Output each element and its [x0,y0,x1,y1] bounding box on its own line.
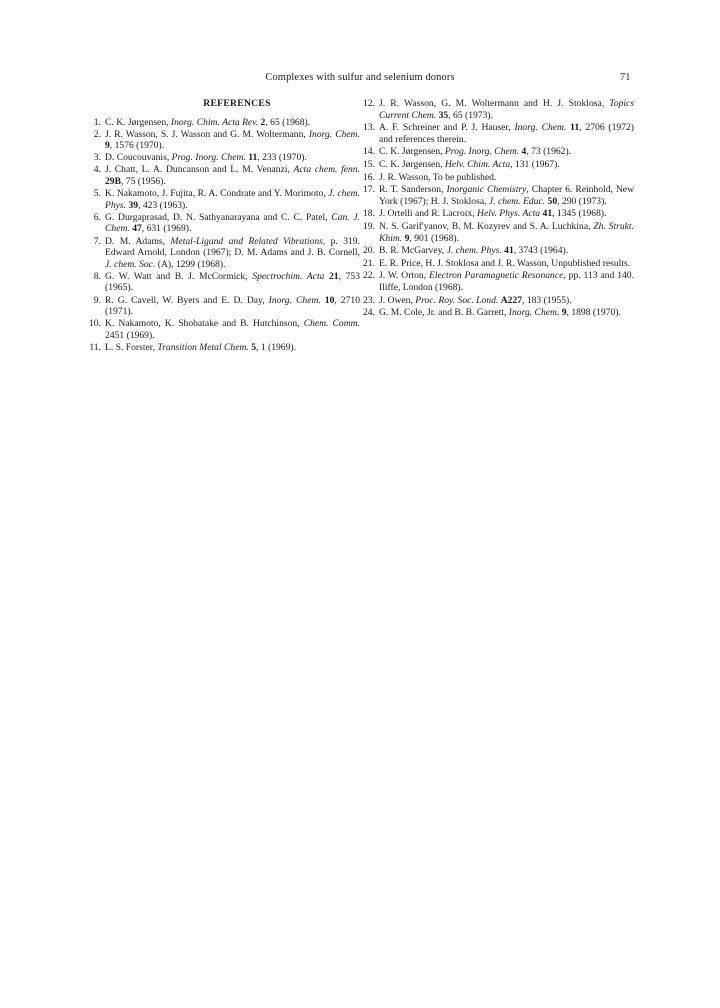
citation-source: Acta chem. fenn. [293,164,360,176]
reference-item [84,117,360,129]
citation-text: C. K. Jørgensen, [379,146,445,158]
citation-volume: 4 [521,146,527,158]
citation-text: , 1576 (1970). [109,140,165,152]
citation-source: Inorg. Chim. Acta Rev. [170,116,259,128]
reference-number: 22. [363,270,375,282]
citation-text: K. Nakamoto, K. Shobatake and B. Hutchinson, [105,318,304,330]
citation-text: D. M. Adams, [105,235,171,247]
citation-text: G. Durgaprasad, D. N. Sathyanarayana and C. C. Patel, [105,211,332,223]
reference-item [358,221,634,244]
running-title: Complexes with sulfur and selenium donors [265,72,455,83]
references-heading: REFERENCES [203,98,271,109]
citation-source: Inorganic Chemistry [446,184,527,196]
references-column-right [358,98,634,320]
reference-text [379,172,496,183]
citation-text: , 183 (1955). [522,294,572,306]
citation-volume: 5 [251,341,257,353]
reference-number: 24. [363,307,375,319]
citation-text: L. S. Forster, [105,341,158,353]
citation-volume: 9 [561,307,567,319]
reference-item [358,159,634,171]
reference-text [105,271,360,294]
citation-text: J. W. Orton, [379,270,429,282]
citation-text: (A), 1299 (1968). [155,258,226,270]
citation-source: Helv. Chim. Acta [444,158,511,170]
reference-item [84,318,360,341]
reference-text [105,236,360,270]
citation-volume: 11 [570,122,580,134]
reference-text [379,270,634,293]
reference-text [105,212,360,235]
citation-text: R. T. Sanderson, [379,184,447,196]
reference-number: 17. [363,184,375,196]
reference-item [358,184,634,207]
citation-text: , 2710 (1971). [105,294,360,318]
reference-text [379,307,621,318]
citation-text: G. W. Watt and B. J. McCormick, [105,270,253,282]
reference-text [105,129,360,152]
citation-volume: 9 [404,232,410,244]
citation-text: J. R. Wasson, To be published. [379,171,497,183]
citation-source: Electron Paramagnetic Resonance [428,270,564,282]
citation-text: J. Chatt, L. A. Duncanson and L. M. Venanzi, [105,164,294,176]
citation-source: Spectrochim. Acta [252,270,325,282]
reference-number: 16. [363,171,375,183]
reference-number: 21. [363,257,375,269]
citation-text: E. R. Price, H. J. Stoklosa and J. R. Wasson, Unpublished results. [379,257,631,269]
citation-text: , 73 (1962). [526,146,572,158]
citation-text: , 901 (1968). [409,232,459,244]
reference-item [84,271,360,294]
citation-text: J. R. Wasson, G. M. Woltermann and H. J. Stoklosa, [379,98,610,109]
citation-text: , 1898 (1970). [566,307,621,319]
references-column-left [84,98,360,354]
reference-item [358,208,634,220]
citation-text: , 75 (1956). [121,176,166,188]
citation-source: Can. J. Chem. [105,211,360,235]
citation-volume: 47 [132,223,142,235]
citation-source: Prog. Inorg. Chem. [171,152,246,164]
citation-source: Chem. Comm. [303,318,360,330]
citation-text: J. Owen, [379,294,416,306]
citation-text: , pp. 113 and 140. Iliffe, London (1968). [379,270,634,293]
reference-number: 19. [363,220,375,232]
reference-number: 13. [363,122,375,134]
reference-item [84,212,360,235]
reference-number: 18. [363,208,375,220]
citation-volume: 39 [128,199,139,211]
citation-text: , 1 (1969). [256,341,296,353]
citation-text: , 631 (1969). [141,223,192,235]
citation-text: , 753 (1965). [105,270,360,294]
reference-text [379,122,634,145]
citation-volume: A227 [500,294,523,306]
reference-text [379,245,568,256]
reference-text [105,188,360,211]
reference-text [105,318,360,341]
citation-text: , p. 319. Edward Arnold, London (1967); D. M. Adams and J. B. Cornell, [105,235,361,259]
citation-text: , 423 (1963). [138,199,188,211]
reference-number: 15. [363,158,375,170]
reference-number: 8. [93,270,101,282]
citation-text: J. Ortelli and R. Lacroix, [379,208,478,220]
citation-text: B. R. McGarvey, [379,245,447,257]
citation-text: , 233 (1970). [257,152,307,164]
references-list-left [84,117,360,354]
citation-source: Inorg. Chem. [514,122,567,134]
reference-item [358,98,634,121]
reference-item [358,295,634,307]
citation-volume: 2 [260,116,266,128]
citation-source: Zh. Strukt. Khim. [379,220,634,244]
citation-text: , 1345 (1968). [552,208,607,220]
citation-source: Transition Metal Chem. [157,341,249,353]
reference-item [358,245,634,257]
reference-item [84,164,360,187]
reference-text [379,159,560,170]
reference-text [105,117,310,128]
citation-volume: 29B [105,176,121,188]
citation-text: C. K. Jørgensen, [379,158,445,170]
reference-text [379,184,634,207]
reference-text [105,152,307,163]
reference-item [358,258,634,270]
reference-item [84,236,360,271]
reference-item [84,188,360,211]
citation-volume: 41 [504,245,514,257]
reference-number: 1. [93,116,101,128]
citation-source: Inorg. Chem. [508,307,560,319]
reference-number: 5. [93,188,101,200]
citation-volume: 9 [105,140,110,152]
reference-item [84,342,360,354]
reference-number: 11. [89,341,101,353]
citation-volume: 35 [438,109,449,121]
reference-number: 23. [363,294,375,306]
citation-text: J. R. Wasson, S. J. Wasson and G. M. Woltermann, [105,128,309,140]
reference-text [105,342,296,353]
reference-text [105,164,360,187]
reference-item [358,307,634,319]
page-number: 71 [620,72,631,83]
reference-number: 14. [363,146,375,158]
reference-text [379,208,606,219]
reference-item [84,295,360,318]
reference-number: 3. [93,152,101,164]
citation-source: Metal-Ligand and Related Vibrations [170,235,323,247]
citation-source: Inorg. Chem. [268,294,321,306]
reference-number: 7. [93,235,101,247]
reference-number: 10. [89,318,101,330]
citation-source: J. chem. Phys. [446,245,502,257]
citation-source: J. chem. Soc. [105,258,156,270]
citation-text: , 131 (1967). [510,158,560,170]
citation-source: Prog. Inorg. Chem. [444,146,520,158]
citation-volume: 50 [547,195,558,207]
reference-number: 12. [363,98,375,109]
reference-item [358,122,634,145]
citation-text: , 65 (1973). [448,109,493,121]
reference-number: 20. [363,245,375,257]
citation-text: K. Nakamoto, J. Fujita, R. A. Condrate and Y. Morimoto, [105,188,329,200]
reference-text [379,146,571,157]
reference-item [84,152,360,164]
citation-text: 2451 (1969). [105,329,155,341]
citation-source: Helv. Phys. Acta [477,208,541,220]
citation-text: G. M. Cole, Jr. and B. B. Garrett, [379,307,509,319]
citation-source: J. chem. Phys. [105,188,360,211]
reference-text [379,221,634,244]
citation-volume: 41 [542,208,553,220]
citation-text: C. K. Jørgensen, [105,116,171,128]
reference-number: 2. [93,128,101,140]
citation-volume: 11 [248,152,258,164]
reference-number: 4. [93,164,101,176]
citation-source: Proc. Roy. Soc. Lond. [415,294,499,306]
reference-text [379,295,572,306]
reference-item [358,172,634,184]
reference-number: 6. [93,211,101,223]
citation-text: R. G. Cavell, W. Byers and E. D. Day, [105,294,269,306]
reference-item [358,270,634,293]
reference-item [358,146,634,158]
reference-text [105,295,360,318]
citation-text: D. Coucouvanis, [105,152,172,164]
references-list-right [358,98,634,319]
citation-text: , 290 (1973). [557,195,607,207]
citation-text: , 2706 (1972) and references therein. [379,122,634,145]
reference-text [379,258,630,269]
reference-item [84,129,360,152]
citation-text: , Chapter 6. Reinhold, New York (1967); H. J. Stoklosa, [379,184,634,207]
citation-text: , 65 (1968). [265,116,311,128]
citation-text: N. S. Garif'yanov, B. M. Kozyrev and S. A. Luchkina, [379,220,594,232]
reference-number: 9. [93,294,101,306]
citation-source: Topics Current Chem. [379,98,634,121]
citation-volume: 21 [328,270,339,282]
citation-source: Inorg. Chem. [308,128,360,140]
reference-text [379,98,634,121]
citation-source: J. chem. Educ. [488,195,546,207]
citation-volume: 10 [324,294,335,306]
citation-text: , 3743 (1964). [513,245,569,257]
citation-text: A. F. Schreiner and P. J. Hauser, [379,122,515,134]
